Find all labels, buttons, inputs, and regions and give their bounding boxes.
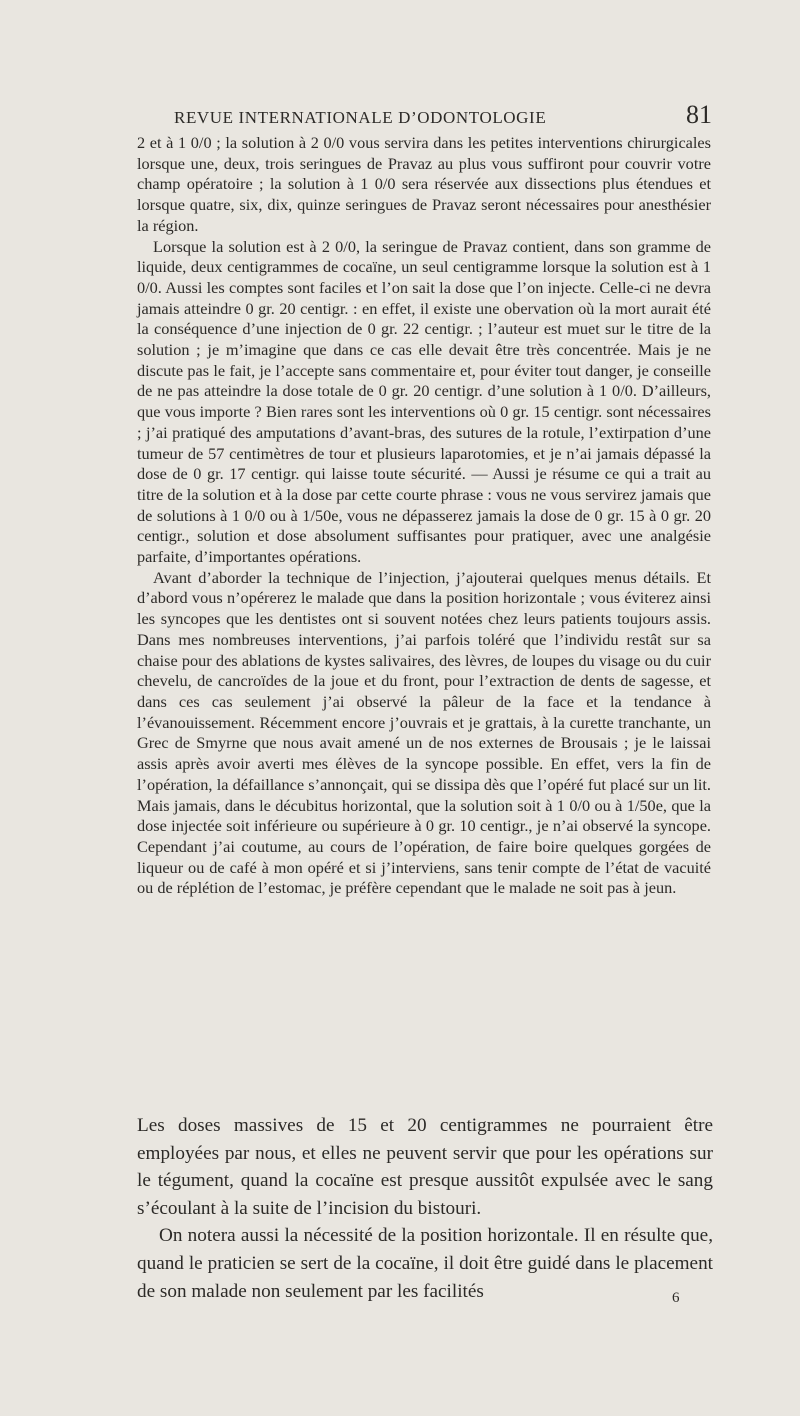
signature-mark: 6 bbox=[672, 1290, 680, 1306]
commentary-text-block bbox=[137, 1112, 713, 1305]
page-header bbox=[160, 96, 720, 129]
running-title: REVUE INTERNATIONALE D’ODONTOLOGIE bbox=[174, 108, 547, 127]
quote-paragraph-1: 2 et à 1 0/0 ; la solution à 2 0/0 vous servira dans les petites interventions chirurgicales lorsque une, deux, trois seringues de Pravaz au plus vous suffiront pour couvrir votre champ opératoire ; la solution à 1 0/0 sera réservée aux dissections plus étendues et lorsque quatre, six, dix, quinze seringues de Pravaz seront nécessaires pour anesthésier la région. bbox=[137, 133, 711, 235]
page-number: 81 bbox=[686, 100, 712, 129]
quote-paragraph-3: Avant d’aborder la technique de l’injection, j’ajouterai quelques menus détails. Et d’abord vous n’opérerez le malade que dans la position horizontale ; vous éviterez ainsi les syncopes que les dentistes ont si souvent notées chez leurs patients toujours assis. Dans mes nombreuses interventions, j’ai parfois toléré que l’individu restât sur sa chaise pour des ablations de kystes salivaires, des lèvres, de loupes du visage ou du cuir chevelu, de cancroïdes de la joue et du front, pour l’extraction de dents de sagesse, et dans ces cas seulement j’ai observé la pâleur de la face et la tendance à l’évanouissement. Récemment encore j’ouvrais et je grattais, à la curette tranchante, un Grec de Smyrne que nous avait amené un de nos externes de Brousais ; je le laissai assis après avoir averti mes élèves de la syncope possible. En effet, vers la fin de l’opération, la défaillance s’annonçait, qui se dissipa dès que l’opéré fut placé sur un lit. Mais jamais, dans le décubitus horizontal, que la solution soit à 1 0/0 ou à 1/50e, que la dose injectée soit inférieure ou supérieure à 0 gr. 10 centigr., je n’ai observé la syncope. Cependant j’ai coutume, au cours de l’opération, de faire boire quelques gorgées de liqueur ou de café à mon opéré et si j’interviens, sans tenir compte de l’état de vacuité ou de réplétion de l’estomac, je préfère cependant que le malade ne soit pas à jeun. bbox=[137, 567, 711, 898]
quote-paragraph-2: Lorsque la solution est à 2 0/0, la seringue de Pravaz contient, dans son gramme de liquide, deux centigrammes de cocaïne, un seul centigramme lorsque la solution est à 1 0/0. Aussi les comptes sont faciles et l’on sait la dose que l’on injecte. Celle-ci ne devra jamais atteindre 0 gr. 20 centigr. : en effet, il existe une obervation où la mort aurait été la conséquence d’une injection de 0 gr. 22 centigr. ; l’auteur est muet sur le titre de la solution ; je m’imagine que dans ce cas elle devait être très concentrée. Mais je ne discute pas le fait, je l’accepte sans commentaire et, pour éviter tout danger, je conseille de ne pas atteindre la dose totale de 0 gr. 20 centigr. d’une solution à 1 0/0. D’ailleurs, que vous importe ? Bien rares sont les interventions où 0 gr. 15 centigr. sont nécessaires ; j’ai pratiqué des amputations d’avant-bras, des sutures de la rotule, l’extirpation d’une tumeur de 57 centimètres de tour et plusieurs laparotomies, et je n’ai jamais dépassé la dose de 0 gr. 17 centigr. qui laisse toute sécurité. — Aussi je résume ce qui a trait au titre de la solution et à la dose par cette courte phrase : vous ne vous servirez jamais que de solutions à 1 0/0 ou à 1/50e, vous ne dépasserez jamais la dose de 0 gr. 15 à 0 gr. 20 centigr., solution et dose absolument suffisantes pour pratiquer, avec une analgésie parfaite, d’importantes opérations. bbox=[137, 236, 711, 567]
commentary-paragraph-2: On notera aussi la nécessité de la position horizontale. Il en résulte que, quand le praticien se sert de la cocaïne, il doit être guidé dans le placement de son malade non seulement par les facilités bbox=[137, 1225, 713, 1302]
quoted-text-block bbox=[137, 133, 711, 899]
commentary-paragraph-1: Les doses massives de 15 et 20 centigrammes ne pourraient être employées par nous, et elles ne peuvent servir que pour les opérations sur le tégument, quand la cocaïne est presque aussitôt expulsée avec le sang s’écoulant à la suite de l’incision du bistouri. bbox=[137, 1115, 713, 1219]
